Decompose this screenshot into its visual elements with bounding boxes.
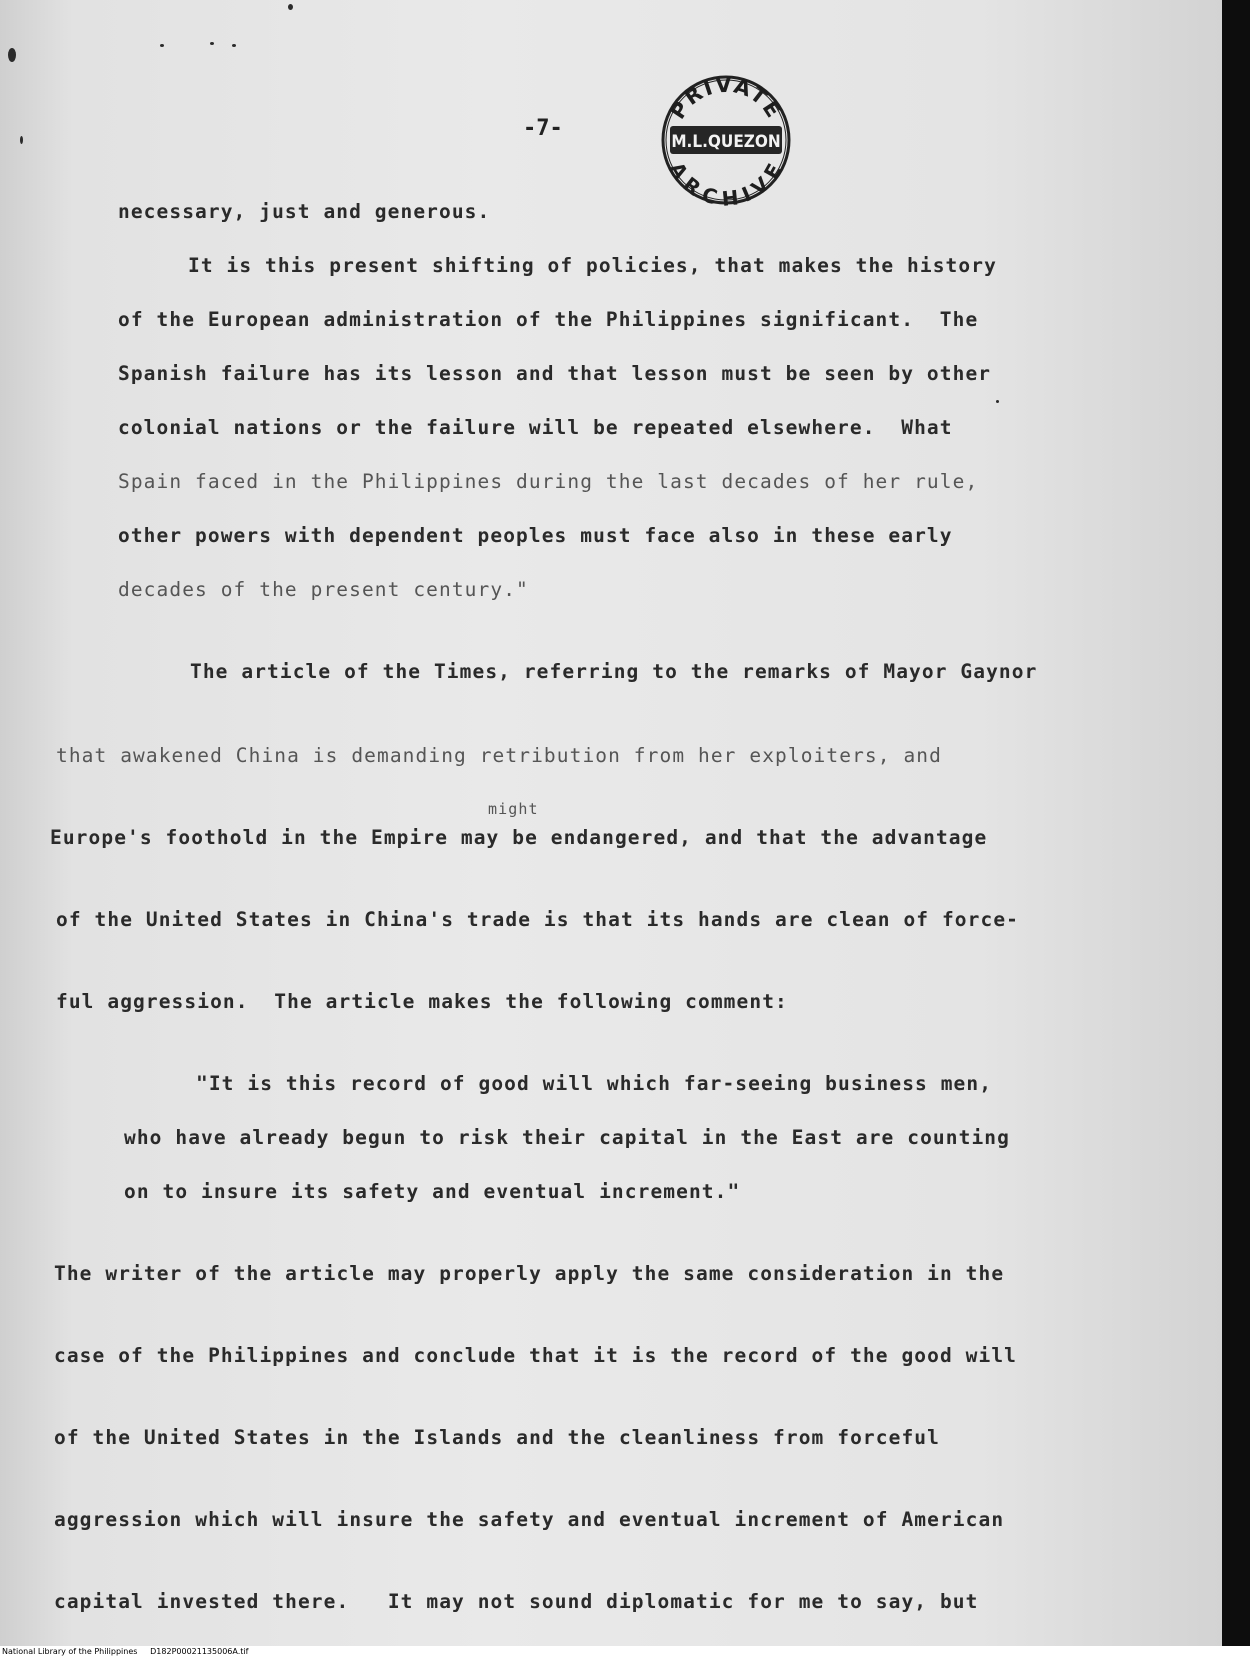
text-line: of the United States in the Islands and the cleanliness from forceful: [54, 1426, 940, 1449]
quote-line: "It is this record of good will which far-seeing business men,: [196, 1072, 993, 1095]
text-line: capital invested there. It may not sound diplomatic for me to say, but: [54, 1590, 979, 1613]
text-line: colonial nations or the failure will be repeated elsewhere. What: [118, 416, 953, 439]
scan-edge: [1222, 0, 1250, 1658]
text-line: that awakened China is demanding retribution from her exploiters, and: [56, 744, 942, 767]
text-line: case of the Philippines and conclude that it is the record of the good will: [54, 1344, 1017, 1367]
stamp-top-text: PRIVATE: [665, 72, 787, 124]
text-line: aggression which will insure the safety and eventual increment of American: [54, 1508, 1005, 1531]
scan-speck: [996, 400, 999, 403]
text-line: ful aggression. The article makes the following comment:: [56, 990, 788, 1013]
text-line: Europe's foothold in the Empire may be endangered, and that the advantage: [50, 826, 988, 849]
scan-speck: [8, 48, 16, 62]
scan-speck: [232, 44, 236, 47]
quote-line: who have already begun to risk their capital in the East are counting: [124, 1126, 1010, 1149]
interlinear-insert: might: [488, 800, 539, 818]
text-line: of the European administration of the Philippines significant. The: [118, 308, 979, 331]
scan-speck: [20, 136, 23, 144]
stamp-bottom-text: ARCHIVE: [664, 157, 788, 208]
private-archive-stamp: [658, 72, 794, 208]
text-line: of the United States in China's trade is that its hands are clean of force-: [56, 908, 1019, 931]
text-line: Spain faced in the Philippines during the last decades of her rule,: [118, 470, 979, 493]
quote-line: on to insure its safety and eventual increment.": [124, 1180, 741, 1203]
text-line: other powers with dependent peoples must face also in these early: [118, 524, 953, 547]
text-line: necessary, just and generous.: [118, 200, 491, 223]
scan-speck: [210, 42, 214, 45]
text-line: decades of the present century.": [118, 578, 529, 601]
text-line: It is this present shifting of policies, that makes the history: [188, 254, 997, 277]
svg-text:ARCHIVE: [664, 158, 787, 208]
scan-speck: [288, 4, 293, 10]
text-line: The article of the Times, referring to the remarks of Mayor Gaynor: [190, 660, 1038, 683]
page-number: -7-: [523, 116, 563, 141]
text-line: The writer of the article may properly apply the same consideration in the: [54, 1262, 1005, 1285]
text-line: Spanish failure has its lesson and that lesson must be seen by other: [118, 362, 992, 385]
scan-footer: National Library of the Philippines D182P00021135006A.tif: [0, 1646, 1250, 1658]
scan-speck: [160, 44, 164, 47]
stamp-center-text: M.L.QUEZON: [671, 132, 781, 152]
